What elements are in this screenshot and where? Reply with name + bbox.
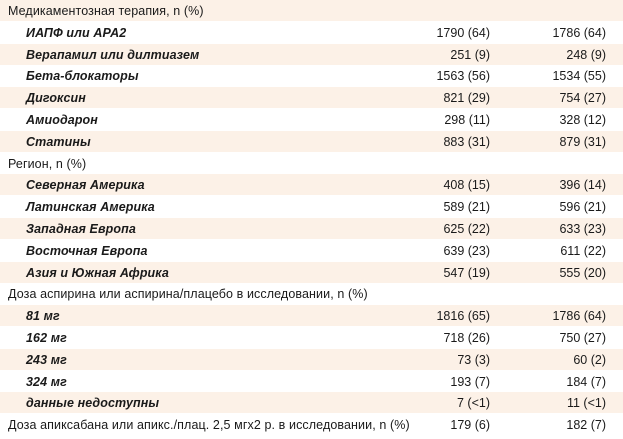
- row-label: Дигоксин: [26, 90, 86, 105]
- value-col-1: 639 (23): [443, 243, 490, 258]
- table-row: [0, 65, 623, 86]
- value-col-2: 328 (12): [559, 112, 606, 127]
- section-title: Доза аспирина или аспирина/плацебо в исследовании, n (%): [8, 286, 368, 301]
- value-col-2: 11 (<1): [566, 395, 606, 410]
- value-col-1: 298 (11): [444, 112, 490, 127]
- row-label: 162 мг: [26, 330, 67, 345]
- section-title: Доза апиксабана или апикс./плац. 2,5 мгх2 р. в исследовании, n (%): [8, 417, 410, 432]
- section-header-row: [0, 153, 623, 174]
- value-col-1: 589 (21): [443, 199, 490, 214]
- table-row: [0, 327, 623, 348]
- value-col-1: 7 (<1): [456, 395, 490, 410]
- table-row: [0, 109, 623, 130]
- value-col-1: 1790 (64): [436, 25, 490, 40]
- value-col-1: 625 (22): [443, 221, 490, 236]
- row-label: Азия и Южная Африка: [26, 265, 169, 280]
- table-row: [0, 371, 623, 392]
- value-col-2: 184 (7): [566, 374, 606, 389]
- value-col-2: 596 (21): [559, 199, 606, 214]
- table-row: [0, 349, 623, 370]
- row-label: 324 мг: [26, 374, 67, 389]
- section-header-row: [0, 414, 623, 435]
- table-row: [0, 262, 623, 283]
- value-col-2: 1786 (64): [552, 308, 606, 323]
- value-col-2: 750 (27): [559, 330, 606, 345]
- value-col-1: 193 (7): [450, 374, 490, 389]
- value-col-2: 754 (27): [559, 90, 606, 105]
- value-col-1: 251 (9): [450, 47, 490, 62]
- row-label: Латинская Америка: [26, 199, 155, 214]
- row-label: Статины: [26, 134, 91, 149]
- section-header-row: [0, 0, 623, 21]
- value-col-2: 1786 (64): [552, 25, 606, 40]
- value-col-1: 179 (6): [450, 417, 490, 432]
- value-col-2: 611 (22): [560, 243, 606, 258]
- section-title: Медикаментозная терапия, n (%): [8, 3, 204, 18]
- value-col-2: 555 (20): [559, 265, 606, 280]
- table-row: [0, 196, 623, 217]
- table-row: [0, 240, 623, 261]
- row-label: данные недоступны: [26, 395, 160, 410]
- row-label: Северная Америка: [26, 177, 145, 192]
- row-label: 81 мг: [26, 308, 60, 323]
- row-label: Бета-блокаторы: [26, 68, 139, 83]
- value-col-2: 879 (31): [559, 134, 606, 149]
- table-row: [0, 87, 623, 108]
- value-col-2: 182 (7): [566, 417, 606, 432]
- row-label: Восточная Европа: [26, 243, 148, 258]
- value-col-2: 60 (2): [573, 352, 606, 367]
- value-col-1: 718 (26): [443, 330, 490, 345]
- value-col-2: 248 (9): [566, 47, 606, 62]
- value-col-1: 73 (3): [457, 352, 490, 367]
- row-label: Амиодарон: [26, 112, 98, 127]
- table-row: [0, 174, 623, 195]
- row-label: Верапамил или дилтиазем: [26, 47, 200, 62]
- table-row: [0, 131, 623, 152]
- section-header-row: [0, 283, 623, 304]
- table-row: [0, 305, 623, 326]
- table-row: [0, 218, 623, 239]
- row-label: ИАПФ или АРА2: [26, 25, 127, 40]
- value-col-2: 1534 (55): [552, 68, 606, 83]
- section-title: Регион, n (%): [8, 156, 87, 171]
- value-col-2: 396 (14): [559, 177, 606, 192]
- value-col-1: 408 (15): [443, 177, 490, 192]
- table-row: [0, 22, 623, 43]
- table-row: [0, 392, 623, 413]
- row-label: 243 мг: [26, 352, 67, 367]
- row-label: Западная Европа: [26, 221, 136, 236]
- table-row: [0, 44, 623, 65]
- value-col-1: 547 (19): [443, 265, 490, 280]
- value-col-1: 821 (29): [443, 90, 490, 105]
- value-col-1: 1816 (65): [436, 308, 490, 323]
- value-col-1: 883 (31): [443, 134, 490, 149]
- value-col-1: 1563 (56): [436, 68, 490, 83]
- value-col-2: 633 (23): [559, 221, 606, 236]
